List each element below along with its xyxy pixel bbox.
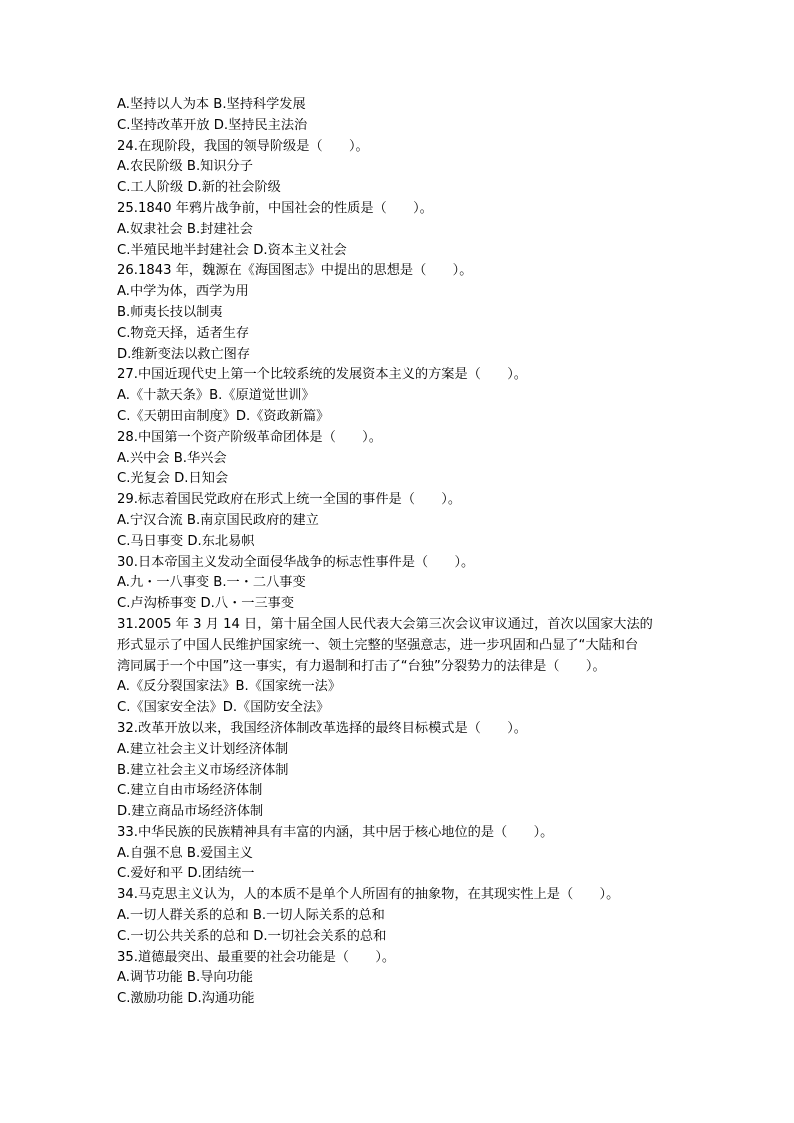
question-line: 26.1843 年，魏源在《海国图志》中提出的思想是（ ）。 xyxy=(117,263,473,279)
option-line: C.《国家安全法》D.《国防安全法》 xyxy=(117,700,330,716)
option-line: A.九・一八事变 B.一・二八事变 xyxy=(117,575,306,591)
question-line: 35.道德最突出、最重要的社会功能是（ ）。 xyxy=(117,949,396,965)
question-line: 形式显示了中国人民维护国家统一、领土完整的坚强意志，进一步巩固和凸显了“大陆和台 xyxy=(117,637,639,653)
option-line: A.《反分裂国家法》B.《国家统一法》 xyxy=(117,679,342,695)
option-line: A.自强不息 B.爱国主义 xyxy=(117,845,253,861)
option-line: C.坚持改革开放 D.坚持民主法治 xyxy=(117,117,308,133)
question-line: 32.改革开放以来，我国经济体制改革选择的最终目标模式是（ ）。 xyxy=(117,720,527,736)
option-line: B.建立社会主义市场经济体制 xyxy=(117,762,289,778)
option-line: A.中学为体，西学为用 xyxy=(117,284,249,300)
option-line: A.一切人群关系的总和 B.一切人际关系的总和 xyxy=(117,908,385,924)
question-line: 34.马克思主义认为，人的本质不是单个人所固有的抽象物，在其现实性上是（ ）。 xyxy=(117,887,620,903)
option-line: A.宁汉合流 B.南京国民政府的建立 xyxy=(117,512,319,528)
question-line: 28.中国第一个资产阶级革命团体是（ ）。 xyxy=(117,429,382,445)
option-line: C.工人阶级 D.新的社会阶级 xyxy=(117,180,281,196)
option-line: C.建立自由市场经济体制 xyxy=(117,783,263,799)
option-line: A.兴中会 B.华兴会 xyxy=(117,450,227,466)
option-line: A.调节功能 B.导向功能 xyxy=(117,970,253,986)
option-line: A.建立社会主义计划经济体制 xyxy=(117,741,289,757)
option-line: C.《天朝田亩制度》D.《资政新篇》 xyxy=(117,408,330,424)
question-line: 31.2005 年 3 月 14 日，第十届全国人民代表大会第三次会议审议通过，首次以国家大法的 xyxy=(117,616,653,632)
option-line: A.农民阶级 B.知识分子 xyxy=(117,159,253,175)
option-line: C.爱好和平 D.团结统一 xyxy=(117,866,255,882)
question-line: 湾同属于一个中国”这一事实，有力遏制和打击了“台独”分裂势力的法律是（ ）。 xyxy=(117,658,606,674)
option-line: C.激励功能 D.沟通功能 xyxy=(117,991,255,1007)
option-line: D.维新变法以救亡图存 xyxy=(117,346,251,362)
option-line: C.物竞天择，适者生存 xyxy=(117,325,250,341)
question-line: 29.标志着国民党政府在形式上统一全国的事件是（ ）。 xyxy=(117,492,462,508)
option-line: A.坚持以人为本 B.坚持科学发展 xyxy=(117,97,306,112)
option-line: D.建立商品市场经济体制 xyxy=(117,804,264,820)
option-line: A.奴隶社会 B.封建社会 xyxy=(117,221,253,237)
option-line: C.半殖民地半封建社会 D.资本主义社会 xyxy=(117,242,347,258)
option-line: B.师夷长技以制夷 xyxy=(117,304,223,320)
option-line: A.《十款天条》B.《原道觉世训》 xyxy=(117,388,315,404)
question-line: 30.日本帝国主义发动全面侵华战争的标志性事件是（ ）。 xyxy=(117,554,475,570)
option-line: C.一切公共关系的总和 D.一切社会关系的总和 xyxy=(117,928,387,944)
question-line: 33.中华民族的民族精神具有丰富的内涵，其中居于核心地位的是（ ）。 xyxy=(117,824,554,840)
question-line: 27.中国近现代史上第一个比较系统的发展资本主义的方案是（ ）。 xyxy=(117,367,527,383)
question-line: 25.1840 年鸦片战争前，中国社会的性质是（ ）。 xyxy=(117,200,433,216)
document-page xyxy=(117,95,677,1010)
option-line: C.光复会 D.日知会 xyxy=(117,471,229,487)
question-line: 24.在现阶段，我国的领导阶级是（ ）。 xyxy=(117,138,369,154)
option-line: C.卢沟桥事变 D.八・一三事变 xyxy=(117,596,294,612)
option-line: C.马日事变 D.东北易帜 xyxy=(117,533,255,549)
